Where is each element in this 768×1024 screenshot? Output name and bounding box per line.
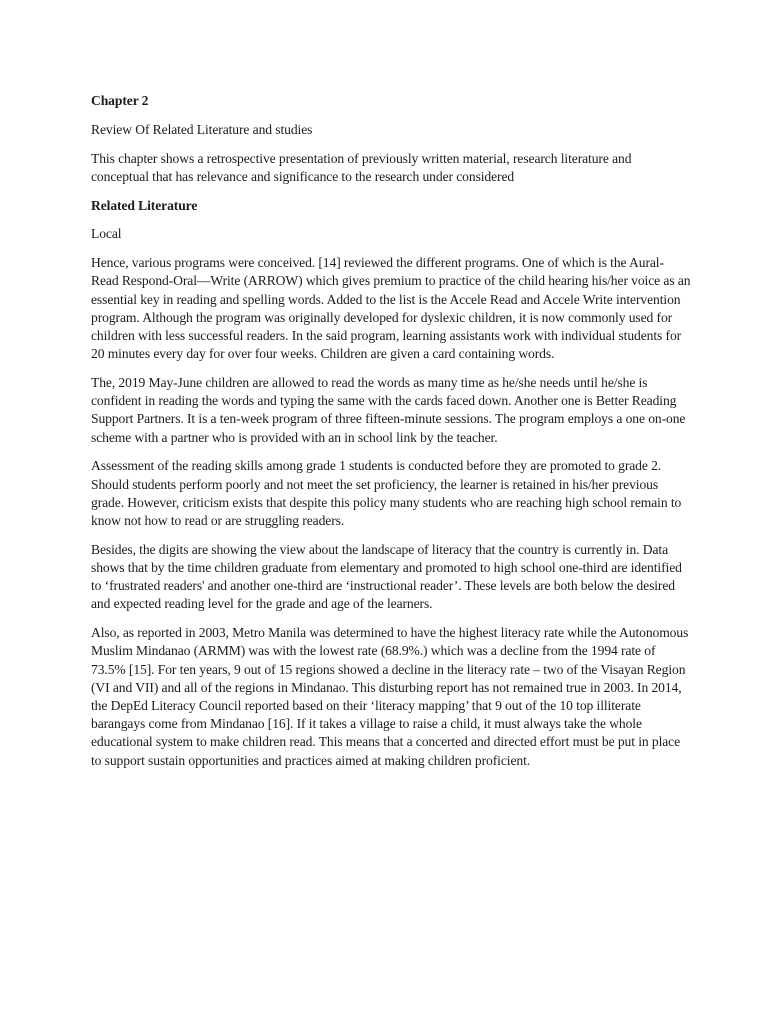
body-paragraph: Also, as reported in 2003, Metro Manila was determined to have the highest literacy rate while the Autonomous Muslim Mindanao (ARMM) was with the lowest rate (68.9%.) which was a decline from the 1994 rate of 73.5% [15]. For ten years, 9 out of 15 regions showed a decline in the literacy rate – two of the Visayan Region (VI and VII) and all of the regions in Mindanao. This disturbing report has not remained true in 2003. In 2014, the DepEd Literacy Council reported based on their ‘literacy mapping’ that 9 out of the 10 top illiterate barangays come from Mindanao [16]. If it takes a village to raise a child, it must always take the whole educational system to make children read. This means that a concerted and directed effort must be put in place to support sustain opportunities and practices aimed at making children proficient. (91, 625, 689, 768)
section-heading: Related Literature (91, 197, 198, 213)
body-paragraph: Hence, various programs were conceived. [14] reviewed the different programs. One of which is the Aural-Read Respond-Oral—Write (ARROW) which gives premium to practice of the child hearing his/her voice as an essential key in reading and spelling words. Added to the list is the Accele Read and Accele Write intervention program. Although the program was originally developed for dyslexic children, it is now commonly used for children with less successful readers. In the said program, learning assistants work with individual students for 20 minutes every day for over four weeks. Children are given a card containing words. (91, 255, 691, 362)
chapter-intro: This chapter shows a retrospective presentation of previously written material, research literature and conceptual that has relevance and significance to the research under considered (91, 150, 632, 184)
subsection-heading: Local (91, 226, 122, 242)
body-paragraph: The, 2019 May-June children are allowed to read the words as many time as he/she needs until he/she is confident in reading the words and typing the same with the cards faced down. Another one is Better Reading Support Partners. It is a ten-week program of three fifteen-minute sessions. The program employs a one on-one scheme with a partner who is provided with an in school link by the teacher. (91, 375, 686, 445)
chapter-number: Chapter 2 (91, 93, 149, 108)
body-paragraph: Besides, the digits are showing the view about the landscape of literacy that the country is currently in. Data shows that by the time children graduate from elementary and promoted to high school one-third are identified to ‘frustrated readers' and another one-third are ‘instructional reader’. These levels are both below the desired and expected reading level for the grade and age of the learners. (91, 541, 682, 612)
chapter-title: Review Of Related Literature and studies (91, 121, 313, 137)
body-paragraph: Assessment of the reading skills among grade 1 students is conducted before they are promoted to grade 2. Should students perform poorly and not meet the set proficiency, the learner is retained in his/her previous grade. However, criticism exists that despite this policy many students who are reaching high school remain to know not how to read or are struggling readers. (91, 458, 682, 529)
document-page (91, 92, 691, 780)
